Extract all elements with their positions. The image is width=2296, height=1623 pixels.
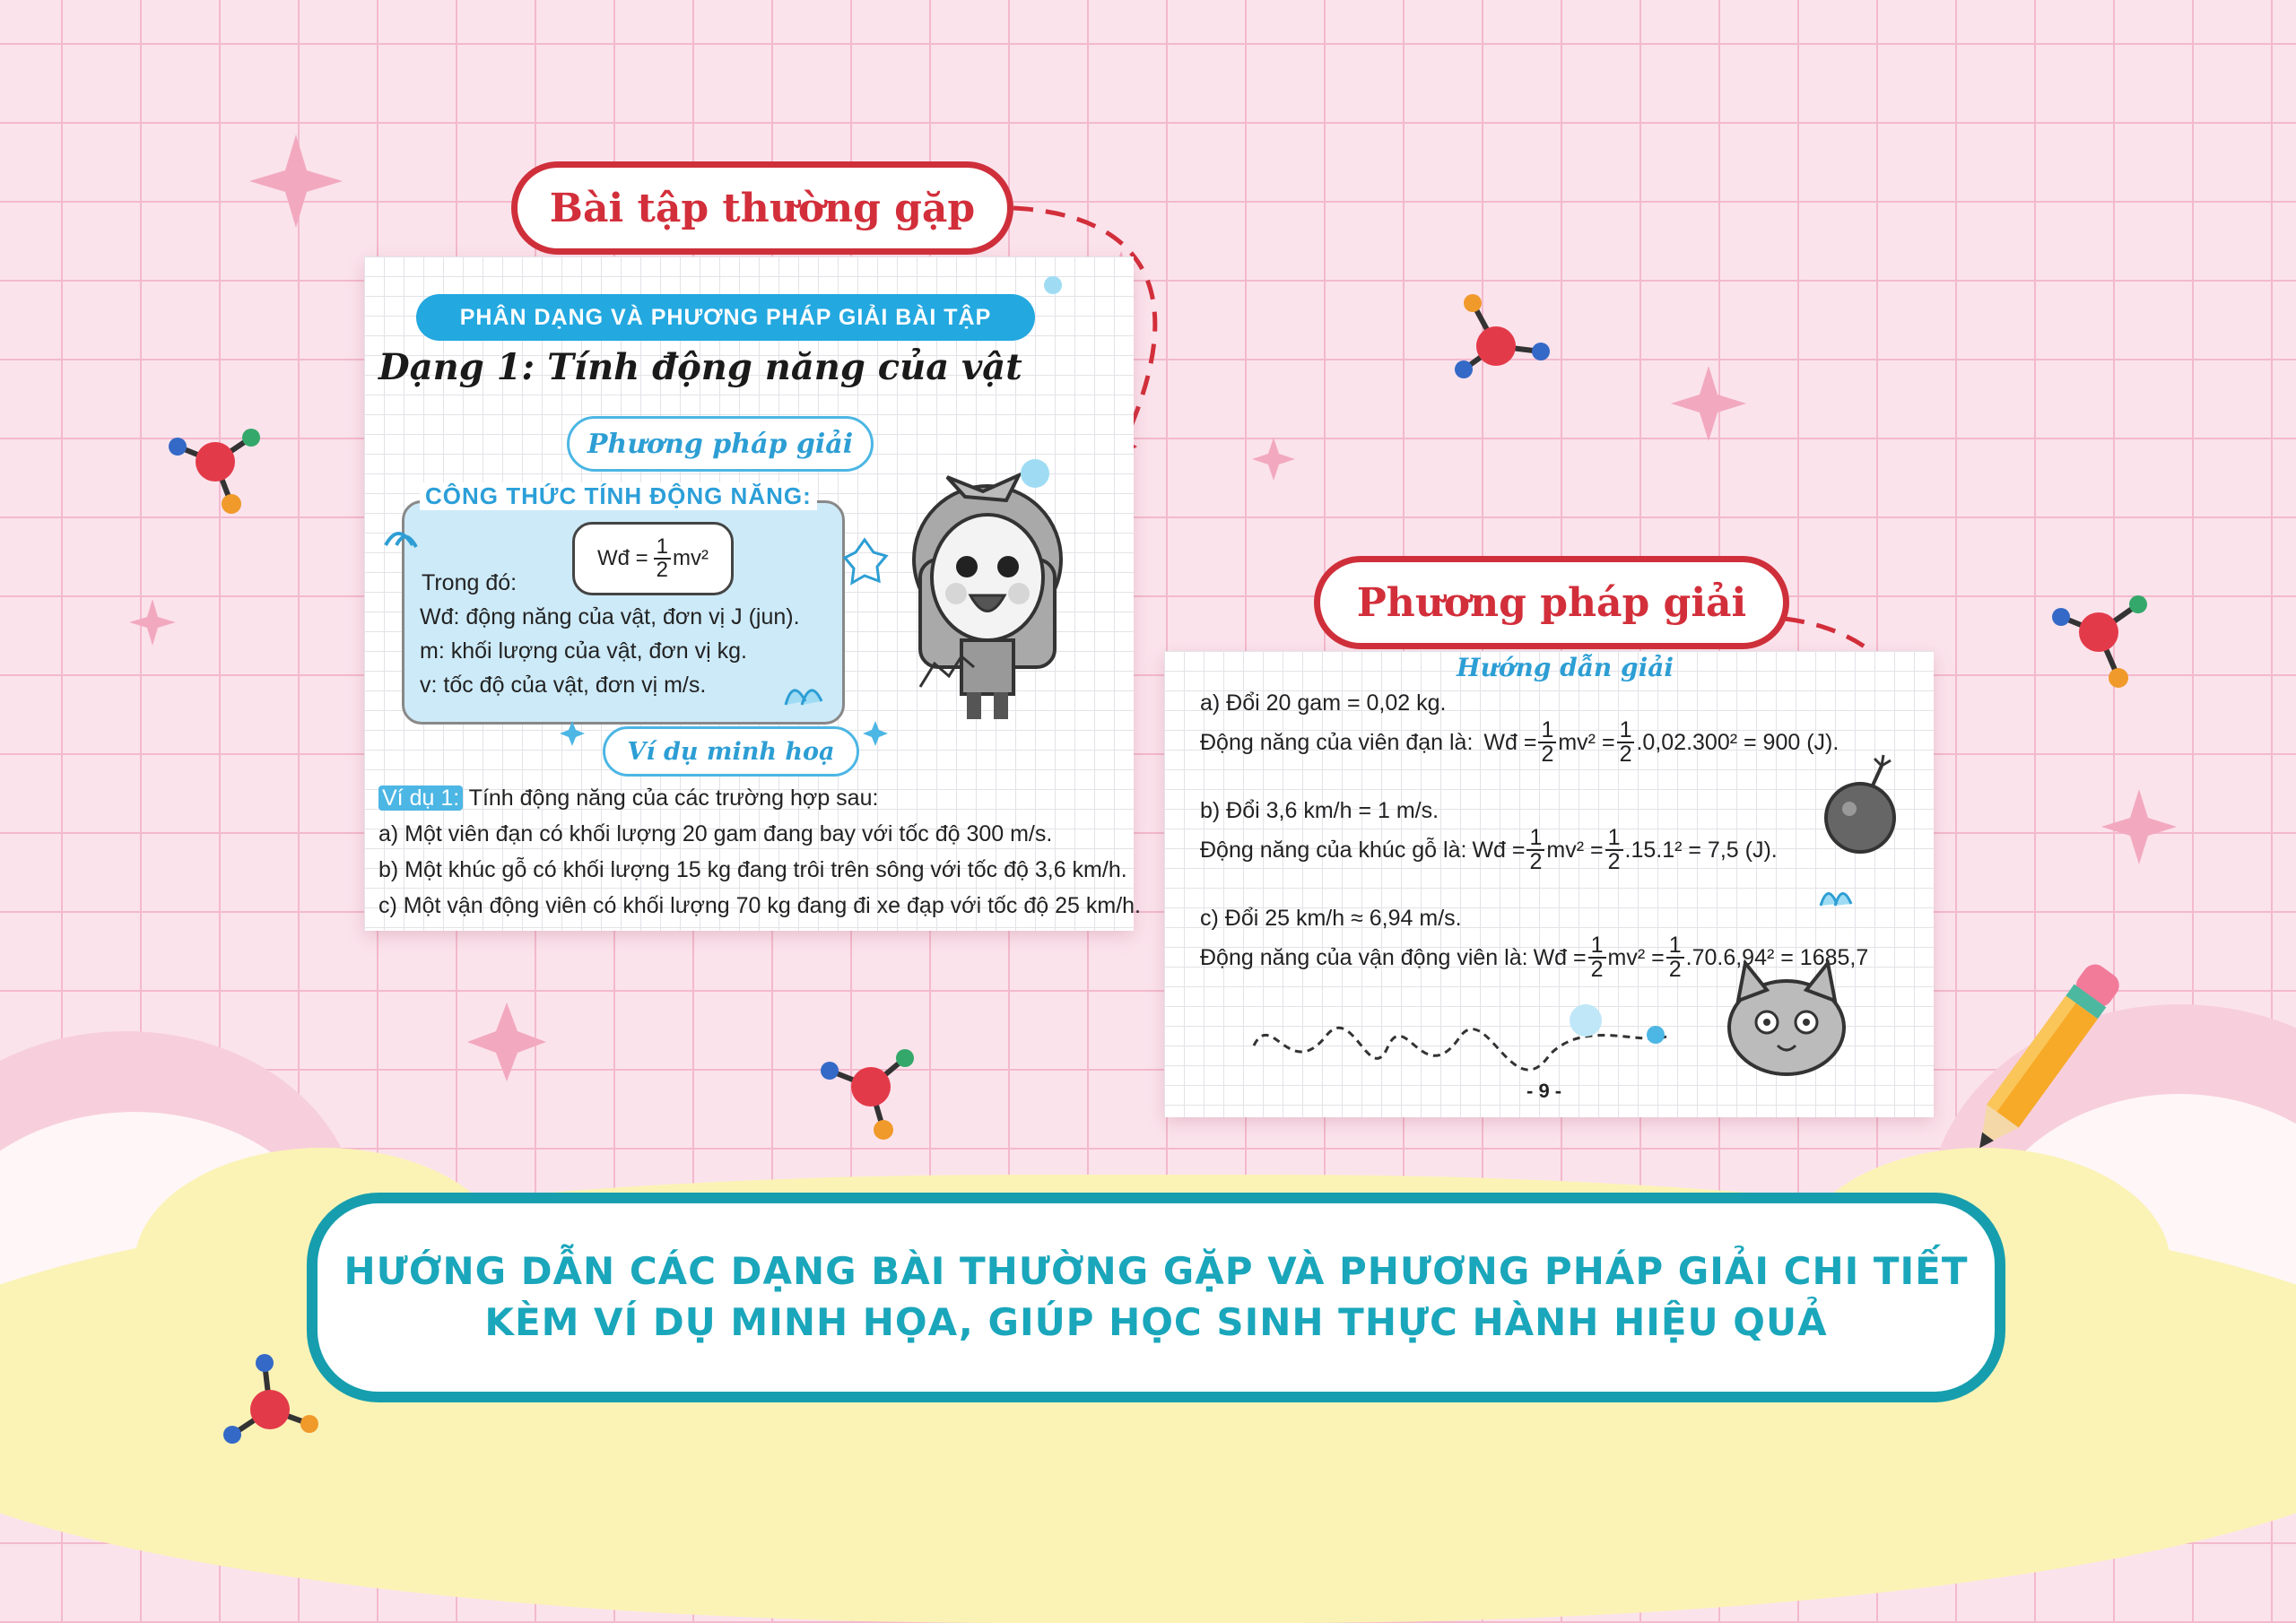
- example-prompt-row: [378, 785, 878, 812]
- example-tag: Ví dụ 1:: [378, 785, 463, 811]
- half-numerator: 1: [1666, 934, 1684, 959]
- example-prompt: Tính động năng của các trường hợp sau:: [468, 785, 879, 811]
- example-pill: [603, 726, 859, 777]
- part-c-label: Động năng của vận động viên là:: [1200, 944, 1528, 970]
- part-a-label: Động năng của viên đạn là:: [1200, 729, 1474, 755]
- half-denominator: 2: [1590, 957, 1604, 982]
- part-b-label: Động năng của khúc gỗ là:: [1200, 837, 1467, 863]
- where-label: Trong đó:: [422, 570, 517, 595]
- mv2-term: mv² =: [1607, 944, 1665, 970]
- definition-m: m: khối lượng của vật, đơn vị kg.: [420, 638, 747, 664]
- section-header-label: PHÂN DẠNG VÀ PHƯƠNG PHÁP GIẢI BÀI TẬP: [459, 304, 992, 330]
- banner-line-1: HƯỚNG DẪN CÁC DẠNG BÀI THƯỜNG GẶP VÀ PHƯƠNG PHÁP GIẢI CHI TIẾT: [344, 1249, 1969, 1294]
- half-numerator: 1: [1617, 719, 1635, 743]
- formula-numerator: 1: [654, 536, 671, 560]
- banner-line-2: KÈM VÍ DỤ MINH HỌA, GIÚP HỌC SINH THỰC HÀNH HIỆU QUẢ: [484, 1300, 1828, 1344]
- doodle-decorations: [1164, 651, 1934, 1117]
- tag-solution-method-label: Phương pháp giải: [1356, 579, 1747, 626]
- solution-heading: Hướng dẫn giải: [1457, 653, 1674, 682]
- tag-common-exercises-label: Bài tập thường gặp: [549, 185, 976, 231]
- tag-solution-method: [1314, 556, 1789, 649]
- half-denominator: 2: [1607, 849, 1621, 874]
- part-b-tail: .15.1² = 7,5 (J).: [1624, 837, 1778, 863]
- part-c-tail: .70.6,94² = 1685,7: [1685, 944, 1869, 970]
- tag-common-exercises: [511, 161, 1013, 255]
- formula-lhs: Wđ =: [596, 546, 648, 570]
- formula-heading: CÔNG THỨC TÍNH ĐỘNG NĂNG:: [420, 482, 817, 510]
- half-numerator: 1: [1538, 719, 1556, 743]
- example-item-c: c) Một vận động viên có khối lượng 70 kg đang đi xe đạp với tốc độ 25 km/h.: [378, 893, 1141, 918]
- part-c-convert: c) Đổi 25 km/h ≈ 6,94 m/s.: [1200, 906, 1462, 931]
- right-page: [1164, 651, 1934, 1117]
- promo-banner: [307, 1193, 2005, 1402]
- mv2-term: mv² =: [1558, 729, 1615, 755]
- mv2-term: mv² =: [1546, 837, 1604, 863]
- page-title: Dạng 1: Tính động năng của vật: [378, 346, 1022, 388]
- half-denominator: 2: [1668, 957, 1682, 982]
- part-a-convert: a) Đổi 20 gam = 0,02 kg.: [1200, 690, 1447, 716]
- example-item-b: b) Một khúc gỗ có khối lượng 15 kg đang trôi trên sông với tốc độ 3,6 km/h.: [378, 857, 1127, 882]
- w-symbol: Wđ =: [1533, 944, 1587, 970]
- half-numerator: 1: [1588, 934, 1606, 959]
- half-denominator: 2: [1529, 849, 1543, 874]
- definition-v: v: tốc độ của vật, đơn vị m/s.: [420, 673, 707, 698]
- half-denominator: 2: [1541, 742, 1554, 767]
- formula-rhs: mv²: [673, 546, 709, 570]
- example-item-a: a) Một viên đạn có khối lượng 20 gam đang bay với tốc độ 300 m/s.: [378, 821, 1053, 846]
- half-numerator: 1: [1526, 827, 1544, 851]
- definition-w: Wđ: động năng của vật, đơn vị J (jun).: [420, 604, 800, 629]
- w-symbol: Wđ =: [1483, 729, 1537, 755]
- half-numerator: 1: [1605, 827, 1623, 851]
- w-symbol: Wđ =: [1472, 837, 1526, 863]
- part-a-tail: .0,02.300² = 900 (J).: [1636, 729, 1839, 755]
- left-page: [364, 256, 1141, 931]
- page-number: - 9 -: [1526, 1080, 1562, 1102]
- half-denominator: 2: [1619, 742, 1632, 767]
- part-b-convert: b) Đổi 3,6 km/h = 1 m/s.: [1200, 798, 1439, 823]
- formula-denominator: 2: [656, 558, 669, 582]
- example-pill-label: Ví dụ minh hoạ: [627, 737, 835, 766]
- method-pill-label: Phương pháp giải: [587, 428, 854, 460]
